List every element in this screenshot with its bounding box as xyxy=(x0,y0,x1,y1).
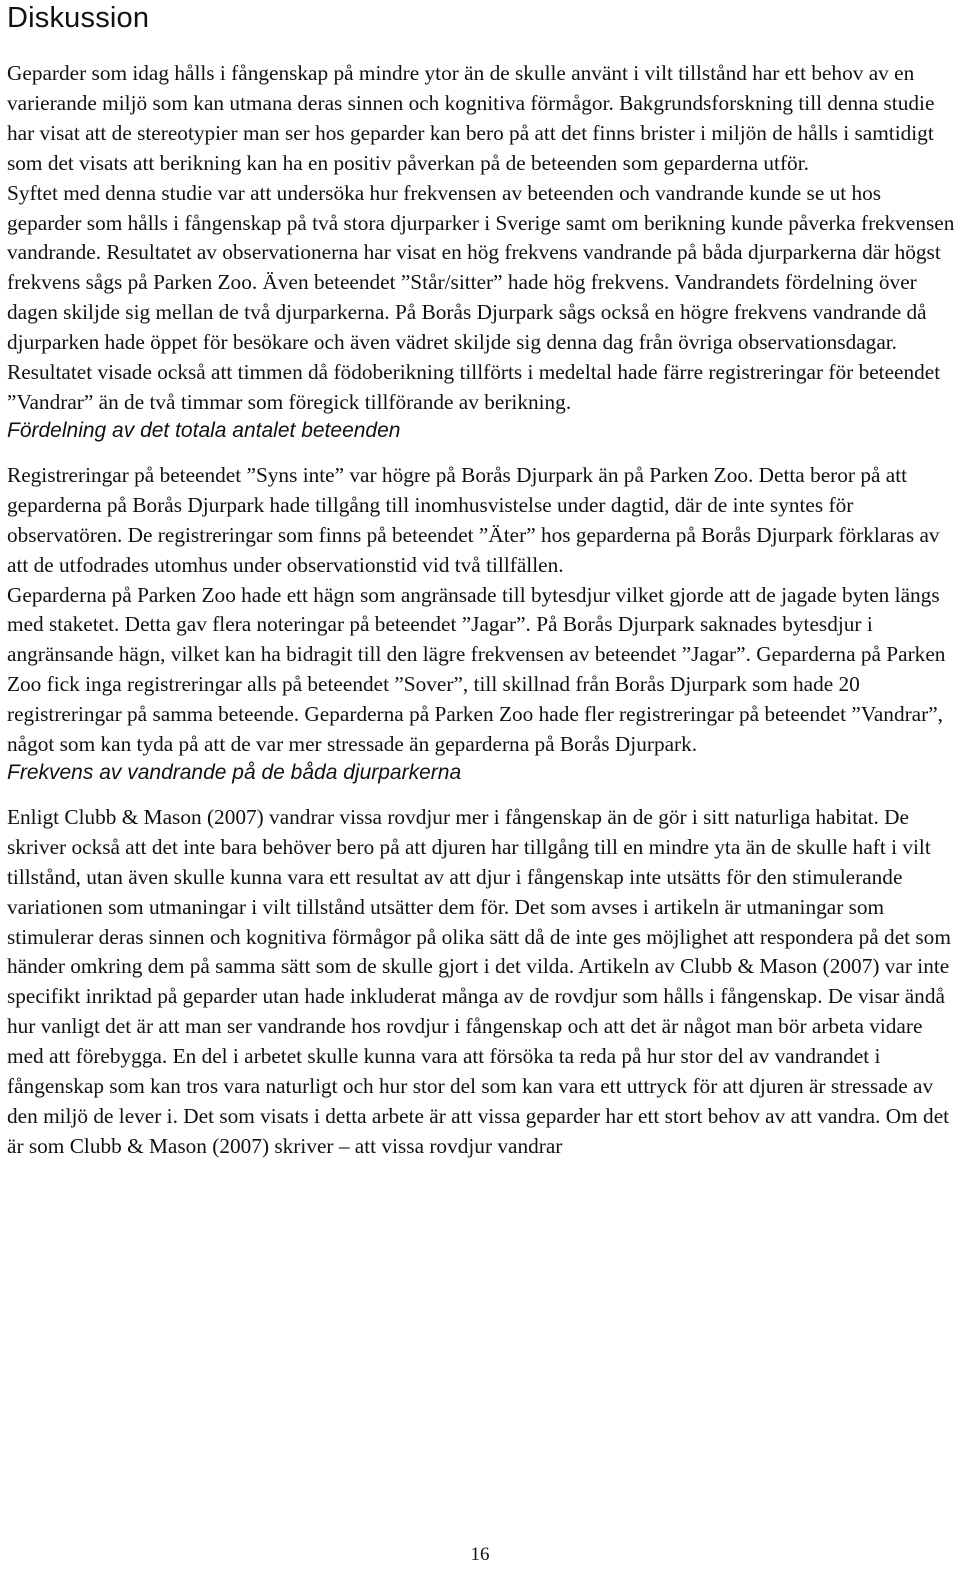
section-heading-distribution: Fördelning av det totala antalet beteenden xyxy=(7,418,401,442)
section-heading-pacing-frequency: Frekvens av vandrande på de båda djurparkerna xyxy=(7,760,462,784)
paragraph-intro: Geparder som idag hålls i fångenskap på mindre ytor än de skulle använt i vilt tillstånd har ett behov av en varierande miljö som kan utmana deras sinnen och kognitiva förmågor. Bakgrundsforskning till denna studie har visat att de stereotypier man ser hos geparder kan bero på att det finns brister i miljön de hålls i samtidigt som det visats att berikning kan ha en positiv påverkan på de beteenden som geparderna utför. xyxy=(7,61,935,175)
page-title: Diskussion xyxy=(7,2,150,34)
page-number: 16 xyxy=(470,1544,490,1565)
paragraph-syns-inte: Registreringar på beteendet ”Syns inte” var högre på Borås Djurpark än på Parken Zoo. Detta beror på att geparderna på Borås Djurpark hade tillgång till inomhusvistelse under dagtid, där de inte syntes för observatören. De registreringar som finns på beteendet ”Äter” hos geparderna på Borås Djurpark förklaras av att de utfodrades utomhus under observationstid vid två tillfällen. xyxy=(7,462,940,577)
paragraph-purpose: Syftet med denna studie var att undersöka hur frekvensen av beteenden och vandrande kunde se ut hos geparder som hålls i fångenskap på två stora djurparker i Sverige samt om berikning kunde påverka frekvensen vandrande. Resultatet av observationerna har visat en hög frekvens vandrande på båda djurparkerna där högst frekvens sågs på Parken Zoo. Även beteendet ”Står/sitter” hade hög frekvens. Vandrandets fördelning över dagen skiljde sig mellan de två djurparkerna. På Borås Djurpark sågs också en högre frekvens vandrande då djurparken hade öppet för besökare och även vädret skiljde sig denna dag från övriga observationsdagar. Resultatet visade också att timmen då födoberikning tillförts i medeltal hade färre registreringar för beteendet ”Vandrar” än de två timmar som föregick tillförande av berikning. xyxy=(7,180,955,414)
paragraph-parken-zoo: Geparderna på Parken Zoo hade ett hägn som angränsade till bytesdjur vilket gjorde att de jagade byten längs med staketet. Detta gav flera noteringar på beteendet ”Jagar”. På Borås Djurpark saknades bytesdjur i angränsande hägn, vilket kan ha bidragit till den lägre frekvensen av beteendet ”Jagar”. Geparderna på Parken Zoo fick inga registreringar alls på beteendet ”Sover”, till skillnad från Borås Djurpark som hade 20 registreringar på samma beteende. Geparderna på Parken Zoo hade fler registreringar på beteendet ”Vandrar”, något som kan tyda på att de var mer stressade än geparderna på Borås Djurpark. xyxy=(7,582,946,757)
paragraph-clubb-mason: Enligt Clubb & Mason (2007) vandrar vissa rovdjur mer i fångenskap än de gör i sitt naturliga habitat. De skriver också att det inte bara behöver bero på att djuren har tillgång till en mindre yta än de skulle haft i vilt tillstånd, utan även skulle kunna vara ett resultat av att djur i fångenskap inte utsätts för den stimulerande variationen som utmaningar i vilt tillstånd utsätter dem för. Det som avses i artikeln är utmaningar som stimulerar deras sinnen och kognitiva förmågor på olika sätt då de inte ges möjlighet att respondera på det som händer omkring dem på samma sätt som de skulle gjort i det vilda. Artikeln av Clubb & Mason (2007) var inte specifikt inriktad på geparder utan hade inkluderat många av de rovdjur som hålls i fångenskap. De visar ändå hur vanligt det är att man ser vandrande hos rovdjur i fångenskap och att det är något man bör arbeta vidare med att förebygga. En del i arbetet skulle kunna vara att försöka ta reda på hur stor del av vandrandet i fångenskap som kan tros vara naturligt och hur stor del som kan vara ett uttryck för att djuren är stressade av den miljö de lever i. Det som visats i detta arbete är att vissa geparder har ett stort behov av att vandra. Om det är som Clubb & Mason (2007) skriver – att vissa rovdjur vandrar xyxy=(7,804,951,1158)
document-body xyxy=(7,0,957,1162)
